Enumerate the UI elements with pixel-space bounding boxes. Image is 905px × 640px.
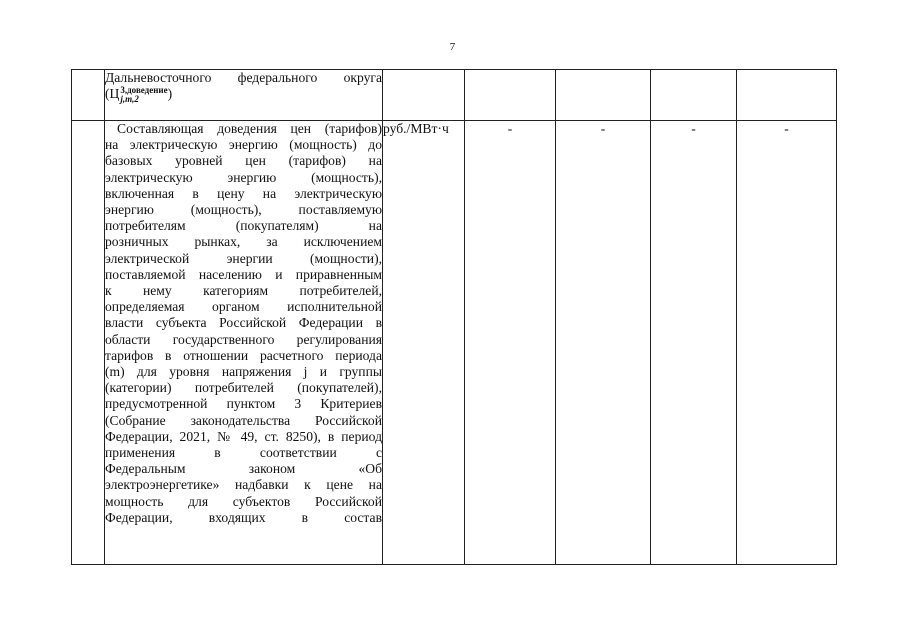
name-line: поставляемой населению и приравненным xyxy=(105,266,382,282)
value-cell: - xyxy=(556,121,651,565)
name-line: электроэнергетике» надбавки к цене на xyxy=(105,477,382,493)
name-line: Федерации, входящих в состав xyxy=(105,509,382,525)
name-line: базовых уровней цен (тарифов) на xyxy=(105,153,382,169)
name-line: электрической энергии (мощности), xyxy=(105,250,382,266)
name-line: к нему категориям потребителей, xyxy=(105,283,382,299)
value-cell xyxy=(737,70,837,121)
value-cell: - xyxy=(737,121,837,565)
name-line: области государственного регулирования xyxy=(105,331,382,347)
name-line: определяемая органом исполнительной xyxy=(105,299,382,315)
formula-symbol xyxy=(105,86,172,104)
name-line: на электрическую энергию (мощность) до xyxy=(105,137,382,153)
name-line: потребителям (покупателям) на xyxy=(105,218,382,234)
value-cell xyxy=(556,70,651,121)
symbol-subscript: j,m,2 xyxy=(120,94,139,105)
symbol-close: ) xyxy=(167,86,173,102)
value-cell: - xyxy=(465,121,556,565)
name-line: Дальневосточного федерального округа xyxy=(105,70,382,85)
number-cell xyxy=(72,121,105,565)
name-cell xyxy=(105,70,383,121)
name-line: Федерации, 2021, № 49, ст. 8250), в период xyxy=(105,428,382,444)
value-cell: - xyxy=(651,121,737,565)
page-number: 7 xyxy=(449,41,456,53)
tariff-table xyxy=(71,69,837,565)
value-cell xyxy=(651,70,737,121)
name-line: власти субъекта Российской Федерации в xyxy=(105,315,382,331)
name-line: предусмотренной пунктом 3 Критериев xyxy=(105,396,382,412)
name-line: энергию (мощность), поставляемую xyxy=(105,202,382,218)
name-cell xyxy=(105,121,383,565)
symbol-open: (Ц xyxy=(105,86,120,102)
name-line: мощность для субъектов Российской xyxy=(105,493,382,509)
unit-cell: руб./МВт·ч xyxy=(383,121,465,565)
unit-cell xyxy=(383,70,465,121)
name-line: розничных рынках, за исключением xyxy=(105,234,382,250)
table-row-header xyxy=(72,70,837,121)
value-cell xyxy=(465,70,556,121)
number-cell xyxy=(72,70,105,121)
name-line: тарифов в отношении расчетного периода xyxy=(105,347,382,363)
name-line: применения в соответствии с xyxy=(105,445,382,461)
symbol-superscript: 3,доведение xyxy=(120,85,168,96)
name-line: (категории) потребителей (покупателей), xyxy=(105,380,382,396)
name-line: (Собрание законодательства Российской xyxy=(105,412,382,428)
name-line: (m) для уровня напряжения j и группы xyxy=(105,364,382,380)
table-row-main xyxy=(72,121,837,565)
name-line: Составляющая доведения цен (тарифов) xyxy=(117,121,382,136)
name-line: электрическую энергию (мощность), xyxy=(105,169,382,185)
symbol-indices xyxy=(120,86,167,104)
name-line: Федеральным законом «Об xyxy=(105,461,382,477)
name-line: включенная в цену на электрическую xyxy=(105,185,382,201)
